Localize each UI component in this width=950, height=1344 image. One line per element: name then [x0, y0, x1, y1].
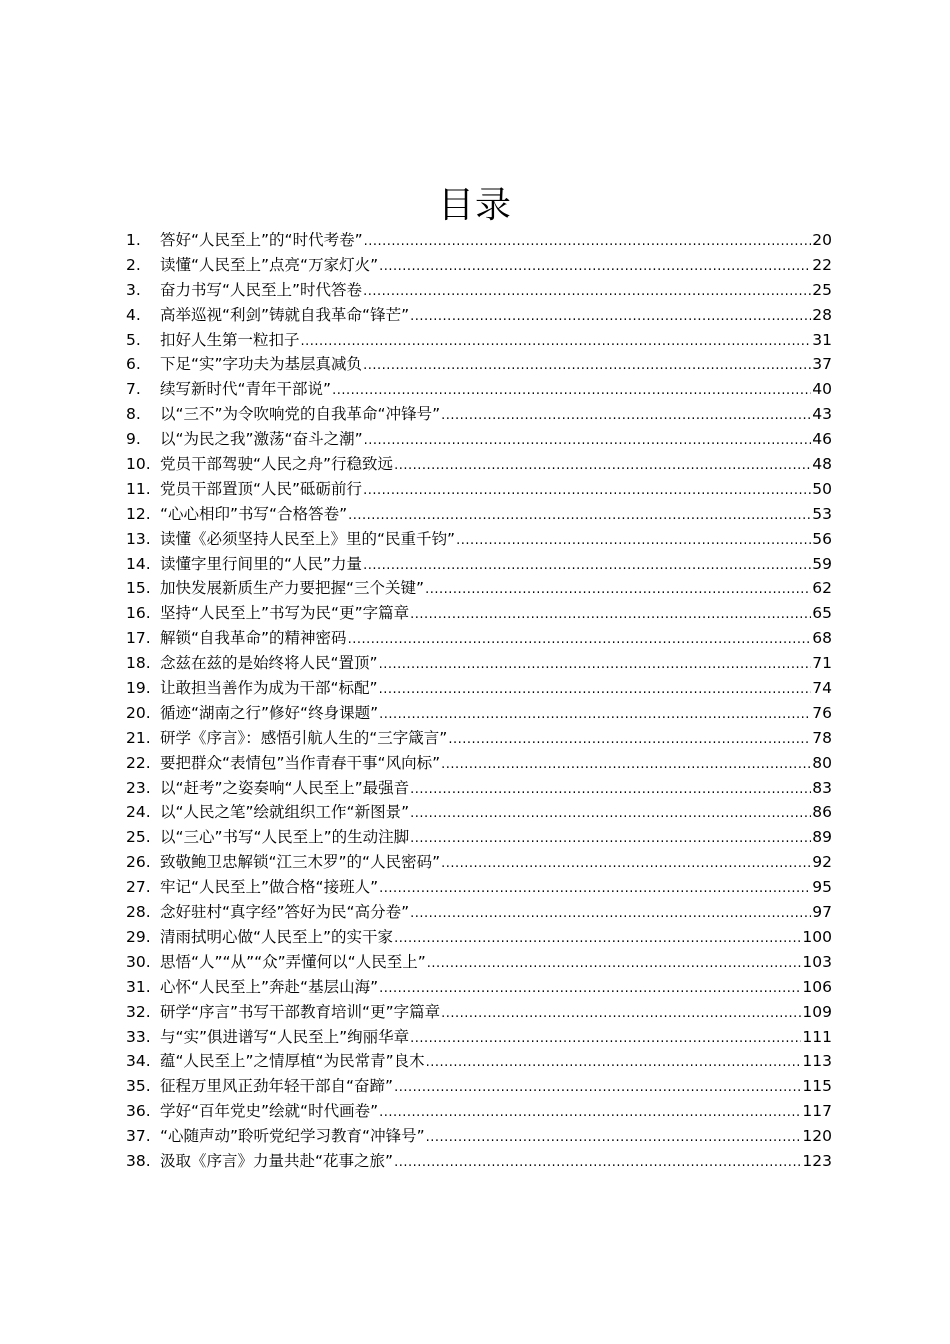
toc-entry-number: 13.: [126, 529, 151, 548]
toc-entry[interactable]: [126, 626, 832, 651]
toc-dot-leader: [410, 902, 811, 927]
toc-entry[interactable]: [126, 328, 832, 353]
toc-entry-title: 加快发展新质生产力要把握“三个关键”: [160, 579, 425, 598]
toc-entry-title: 心怀“人民至上”奔赴“基层山海”: [160, 977, 379, 996]
toc-entry-number: 5.: [126, 330, 141, 349]
toc-entry-number: 8.: [126, 405, 141, 424]
toc-entry-title: “心随声动”聆听党纪学习教育“冲锋号”: [160, 1127, 425, 1146]
toc-entry-number: 9.: [126, 430, 141, 449]
toc-entry-page-number: 115: [802, 1077, 832, 1096]
toc-entry-number: 19.: [126, 679, 151, 698]
toc-entry-page-number: 106: [802, 977, 832, 996]
toc-entry-page-number: 43: [812, 405, 832, 424]
toc-entry-page-number: 89: [812, 828, 832, 847]
toc-dot-leader: [456, 529, 811, 554]
toc-entry-page-number: 40: [812, 380, 832, 399]
toc-entry-page-number: 100: [802, 927, 832, 946]
toc-entry-title: 研学“序言”书写干部教育培训“更”字篇章: [160, 1002, 441, 1021]
toc-entry-number: 11.: [126, 479, 151, 498]
toc-entry-number: 36.: [126, 1102, 151, 1121]
toc-entry[interactable]: [126, 726, 832, 751]
toc-entry-page-number: 111: [802, 1027, 832, 1046]
toc-entry[interactable]: [126, 601, 832, 626]
toc-entry[interactable]: [126, 552, 832, 577]
toc-entry-number: 6.: [126, 355, 141, 374]
toc-entry-number: 3.: [126, 280, 141, 299]
toc-entry-title: 以“为民之我”激荡“奋斗之潮”: [160, 430, 363, 449]
toc-entry-number: 32.: [126, 1002, 151, 1021]
toc-entry-page-number: 113: [802, 1052, 832, 1071]
toc-entry-title: 高举巡视“利剑”铸就自我革命“锋芒”: [160, 305, 410, 324]
toc-entry-title: 念兹在兹的是始终将人民“置顶”: [160, 654, 378, 673]
toc-entry-number: 28.: [126, 903, 151, 922]
toc-dot-leader: [448, 728, 811, 753]
toc-entry-number: 26.: [126, 853, 151, 872]
toc-entry-page-number: 59: [812, 554, 832, 573]
toc-entry-title: 循迹“湖南之行”修好“终身课题”: [160, 703, 379, 722]
toc-entry-page-number: 92: [812, 853, 832, 872]
toc-dot-leader: [441, 1002, 801, 1027]
toc-dot-leader: [348, 628, 812, 653]
toc-entry-title: 以“人民之笔”绘就组织工作“新图景”: [160, 803, 410, 822]
toc-entry-title: 念好驻村“真字经”答好为民“高分卷”: [160, 903, 410, 922]
toc-entry-page-number: 25: [812, 280, 832, 299]
toc-entry-number: 16.: [126, 604, 151, 623]
toc-entry[interactable]: [126, 527, 832, 552]
toc-entry-number: 21.: [126, 728, 151, 747]
toc-dot-leader: [441, 404, 811, 429]
toc-dot-leader: [394, 454, 811, 479]
toc-entry[interactable]: [126, 402, 832, 427]
toc-entry-title: 读懂《必须坚持人民至上》里的“民重千钧”: [160, 529, 456, 548]
toc-entry-page-number: 62: [812, 579, 832, 598]
toc-dot-leader: [394, 1076, 801, 1101]
toc-entry-page-number: 123: [802, 1151, 832, 1170]
toc-dot-leader: [441, 753, 811, 778]
toc-entry-number: 4.: [126, 305, 141, 324]
toc-entry-title: 学好“百年党史”绘就“时代画卷”: [160, 1102, 379, 1121]
toc-entry-number: 29.: [126, 927, 151, 946]
toc-entry[interactable]: [126, 651, 832, 676]
toc-entry-title: 党员干部置顶“人民”砥砺前行: [160, 479, 363, 498]
toc-entry-page-number: 80: [812, 753, 832, 772]
toc-entry-title: “心心相印”书写“合格答卷”: [160, 504, 348, 523]
toc-entry-number: 14.: [126, 554, 151, 573]
toc-entry[interactable]: [126, 352, 832, 377]
toc-entry-number: 30.: [126, 952, 151, 971]
toc-entry-title: 致敬鲍卫忠解锁“江三木罗”的“人民密码”: [160, 853, 441, 872]
toc-entry-number: 27.: [126, 878, 151, 897]
page-title: 目录: [437, 185, 512, 226]
toc-dot-leader: [301, 330, 812, 355]
toc-entry-page-number: 28: [812, 305, 832, 324]
toc-dot-leader: [379, 678, 812, 703]
toc-entry-page-number: 117: [802, 1102, 832, 1121]
toc-entry-title: 答好“人民至上”的“时代考卷”: [160, 231, 363, 249]
toc-entry-title: 思悟“人”“从”“众”弄懂何以“人民至上”: [160, 952, 426, 971]
toc-entry[interactable]: [126, 228, 832, 253]
toc-entry-number: 12.: [126, 504, 151, 523]
toc-entry[interactable]: [126, 751, 832, 776]
toc-entry-title: 续写新时代“青年干部说”: [160, 380, 332, 399]
toc-entry[interactable]: [126, 427, 832, 452]
toc-dot-leader: [426, 1126, 802, 1151]
toc-entry-title: 扣好人生第一粒扣子: [160, 330, 300, 349]
toc-entry[interactable]: [126, 875, 832, 900]
toc-entry-title: 以“赶考”之姿奏响“人民至上”最强音: [160, 778, 410, 797]
toc-entry-title: 以“三不”为令吹响党的自我革命“冲锋号”: [160, 405, 441, 424]
toc-dot-leader: [332, 379, 811, 404]
toc-entry-number: 24.: [126, 803, 151, 822]
toc-dot-leader: [426, 1051, 802, 1076]
toc-entry-page-number: 76: [812, 703, 832, 722]
toc-dot-leader: [427, 952, 802, 977]
toc-entry-title: 读懂字里行间里的“人民”力量: [160, 554, 363, 573]
toc-dot-leader: [379, 255, 811, 280]
toc-entry[interactable]: [126, 1049, 832, 1074]
toc-entry-title: 蕴“人民至上”之情厚植“为民常青”良木: [160, 1052, 425, 1071]
toc-entry-page-number: 31: [812, 330, 832, 349]
toc-entry-title: 征程万里风正劲年轻干部自“奋蹄”: [160, 1077, 394, 1096]
toc-dot-leader: [379, 877, 811, 902]
toc-entry-title: 解锁“自我革命”的精神密码: [160, 629, 347, 648]
toc-dot-leader: [363, 354, 811, 379]
toc-dot-leader: [379, 653, 812, 678]
toc-entry-page-number: 46: [812, 430, 832, 449]
toc-entry[interactable]: [126, 1099, 832, 1124]
toc-entry[interactable]: [126, 1149, 832, 1174]
toc-entry-number: 1.: [126, 231, 141, 249]
toc-entry-title: 党员干部驾驶“人民之舟”行稳致远: [160, 455, 394, 474]
toc-entry-page-number: 95: [812, 878, 832, 897]
toc-entry[interactable]: [126, 576, 832, 601]
toc-dot-leader: [410, 603, 811, 628]
toc-entry-page-number: 109: [802, 1002, 832, 1021]
toc-entry-page-number: 56: [812, 529, 832, 548]
toc-dot-leader: [410, 1027, 801, 1052]
toc-entry-number: 10.: [126, 455, 151, 474]
toc-dot-leader: [441, 852, 811, 877]
toc-entry-number: 35.: [126, 1077, 151, 1096]
toc-dot-leader: [348, 504, 811, 529]
toc-entry[interactable]: [126, 1124, 832, 1149]
toc-entry[interactable]: [126, 452, 832, 477]
toc-entry[interactable]: [126, 1000, 832, 1025]
toc-entry[interactable]: [126, 800, 832, 825]
toc-dot-leader: [410, 778, 811, 803]
toc-entry-page-number: 37: [812, 355, 832, 374]
toc-entry-number: 22.: [126, 753, 151, 772]
toc-entry[interactable]: [126, 253, 832, 278]
toc-dot-leader: [363, 554, 811, 579]
toc-entry[interactable]: [126, 1025, 832, 1050]
toc-entry[interactable]: [126, 502, 832, 527]
toc-entry-number: 31.: [126, 977, 151, 996]
toc-entry-title: 读懂“人民至上”点亮“万家灯火”: [160, 255, 379, 274]
toc-dot-leader: [364, 230, 812, 255]
toc-entry-page-number: 86: [812, 803, 832, 822]
toc-entry-title: 下足“实”字功夫为基层真减负: [160, 355, 363, 374]
toc-entry-page-number: 71: [812, 654, 832, 673]
toc-entry[interactable]: [126, 377, 832, 402]
toc-entry[interactable]: [126, 676, 832, 701]
toc-entry-number: 7.: [126, 380, 141, 399]
toc-entry-title: 汲取《序言》力量共赴“花事之旅”: [160, 1151, 394, 1170]
toc-entry-title: 坚持“人民至上”书写为民“更”字篇章: [160, 604, 410, 623]
toc-dot-leader: [379, 977, 801, 1002]
toc-dot-leader: [410, 827, 811, 852]
toc-entry-page-number: 78: [812, 728, 832, 747]
toc-dot-leader: [363, 479, 811, 504]
toc-entry-number: 2.: [126, 255, 141, 274]
toc-entry-title: 清雨拭明心做“人民至上”的实干家: [160, 927, 394, 946]
toc-entry-page-number: 20: [812, 231, 832, 249]
toc-entry[interactable]: [126, 975, 832, 1000]
toc-dot-leader: [394, 1151, 801, 1176]
toc-entry-page-number: 65: [812, 604, 832, 623]
toc-dot-leader: [379, 1101, 801, 1126]
toc-entry[interactable]: [126, 303, 832, 328]
toc-entry-page-number: 83: [812, 778, 832, 797]
toc-entry-number: 20.: [126, 703, 151, 722]
toc-dot-leader: [425, 578, 811, 603]
toc-entry-page-number: 53: [812, 504, 832, 523]
toc-entry[interactable]: [126, 950, 832, 975]
toc-dot-leader: [379, 703, 811, 728]
toc-dot-leader: [394, 927, 801, 952]
toc-entry-title: 牢记“人民至上”做合格“接班人”: [160, 878, 379, 897]
toc-entry[interactable]: [126, 477, 832, 502]
toc-entry-number: 18.: [126, 654, 151, 673]
toc-entry-page-number: 97: [812, 903, 832, 922]
toc-entry-page-number: 68: [812, 629, 832, 648]
toc-entry-number: 17.: [126, 629, 151, 648]
toc-entry-number: 33.: [126, 1027, 151, 1046]
toc-entry-page-number: 22: [812, 255, 832, 274]
toc-entry-number: 23.: [126, 778, 151, 797]
toc-entry-title: 以“三心”书写“人民至上”的生动注脚: [160, 828, 410, 847]
toc-entry[interactable]: [126, 925, 832, 950]
toc-entry-title: 研学《序言》：感悟引航人生的“三字箴言”: [160, 728, 448, 747]
toc-entry-page-number: 48: [812, 455, 832, 474]
toc-entry-title: 与“实”俱进谱写“人民至上”绚丽华章: [160, 1027, 410, 1046]
toc-entry-page-number: 74: [812, 679, 832, 698]
toc-entry-number: 15.: [126, 579, 151, 598]
toc-entry[interactable]: [126, 701, 832, 726]
toc-dot-leader: [364, 429, 812, 454]
toc-entry-page-number: 50: [812, 479, 832, 498]
toc-entry-number: 25.: [126, 828, 151, 847]
toc-entry[interactable]: [126, 278, 832, 303]
toc-dot-leader: [363, 280, 811, 305]
toc-entry[interactable]: [126, 825, 832, 850]
toc-dot-leader: [410, 305, 811, 330]
table-of-contents: [126, 228, 832, 1174]
toc-entry-number: 37.: [126, 1127, 151, 1146]
toc-dot-leader: [410, 802, 811, 827]
toc-entry-number: 38.: [126, 1151, 151, 1170]
toc-entry-title: 奋力书写“人民至上”时代答卷: [160, 280, 363, 299]
toc-entry-title: 要把群众“表情包”当作青春干事“风向标”: [160, 753, 441, 772]
toc-entry[interactable]: [126, 850, 832, 875]
toc-entry-number: 34.: [126, 1052, 151, 1071]
toc-entry[interactable]: [126, 1074, 832, 1099]
toc-entry[interactable]: [126, 900, 832, 925]
toc-entry-page-number: 103: [802, 952, 832, 971]
toc-entry-title: 让敢担当善作为成为干部“标配”: [160, 679, 378, 698]
toc-entry[interactable]: [126, 776, 832, 801]
toc-entry-page-number: 120: [802, 1127, 832, 1146]
